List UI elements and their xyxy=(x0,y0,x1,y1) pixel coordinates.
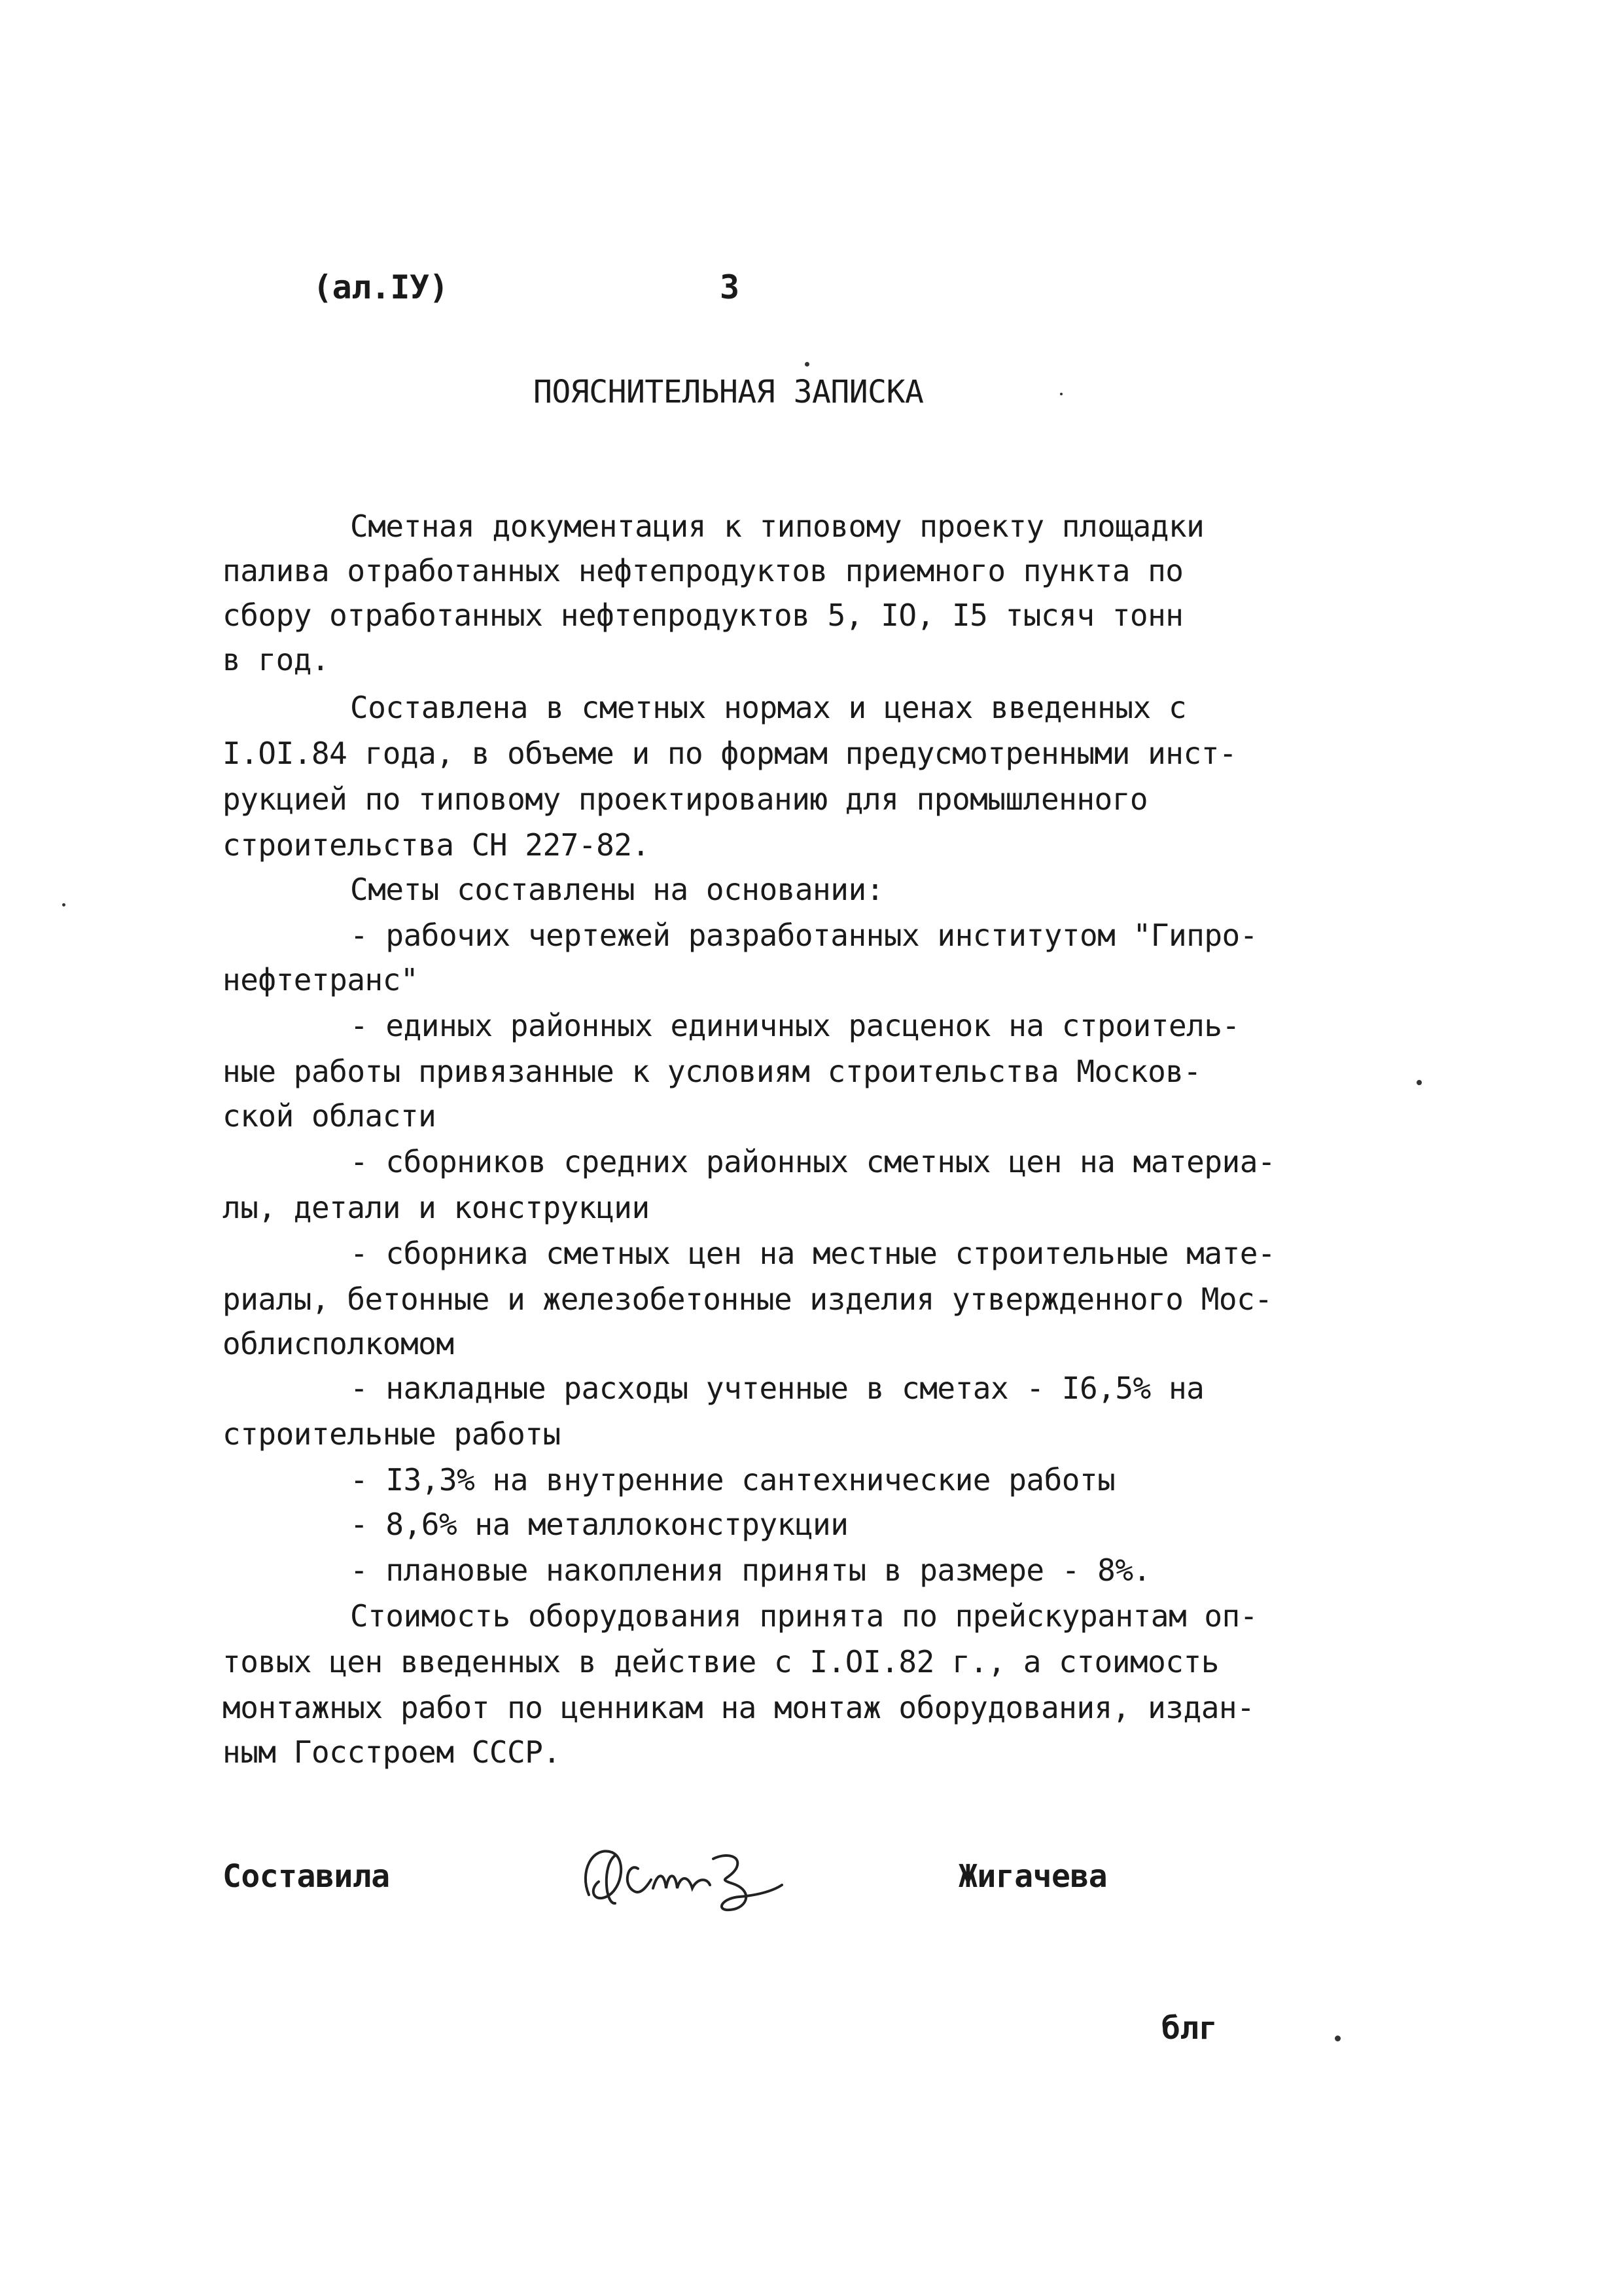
scan-speck xyxy=(1060,393,1063,395)
body-line: Сметная документация к типовому проекту площадки xyxy=(350,509,1205,544)
body-line: товых цен введенных в действие с I.OI.82 г., а стоимость xyxy=(222,1644,1219,1679)
body-line: риалы, бетонные и железобетонные изделия утвержденного Мос- xyxy=(222,1282,1273,1317)
body-line: строительства СН 227-82. xyxy=(222,827,650,863)
list-item: - накладные расходы учтенные в сметах - I6,5% на xyxy=(350,1371,1205,1406)
body-line: облисполкомом xyxy=(222,1326,454,1361)
body-line: монтажных работ по ценникам на монтаж оборудования, издан- xyxy=(222,1690,1255,1725)
list-item: - рабочих чертежей разработанных институтом "Гипро- xyxy=(350,918,1258,953)
handwritten-signature xyxy=(576,1833,792,1918)
body-line: Сметы составлены на основании: xyxy=(350,872,884,907)
body-line: рукцией по типовому проектированию для промышленного xyxy=(222,781,1148,817)
list-item: - единых районных единичных расценок на строитель- xyxy=(350,1008,1240,1043)
list-item: - сборников средних районных сметных цен на материа- xyxy=(350,1144,1276,1179)
document-reference: (ал.IУ) xyxy=(313,268,449,306)
scan-speck xyxy=(805,362,809,367)
body-line: палива отработанных нефтепродуктов приемного пункта по xyxy=(222,553,1184,588)
scan-speck xyxy=(1417,1080,1422,1085)
footer-code: блг xyxy=(1161,2010,1218,2047)
signature-label: Составила xyxy=(222,1858,390,1895)
body-line: лы, детали и конструкции xyxy=(222,1190,650,1225)
body-line: Составлена в сметных нормах и ценах введенных с xyxy=(350,690,1187,725)
scan-speck xyxy=(1335,2036,1341,2041)
scan-speck xyxy=(62,903,65,906)
page-number: 3 xyxy=(720,268,739,306)
body-line: сбору отработанных нефтепродуктов 5, IO, I5 тысяч тонн xyxy=(222,598,1184,633)
signatory-name: Жигачева xyxy=(959,1858,1108,1895)
body-line: нефтетранс" xyxy=(222,962,419,997)
body-line: I.OI.84 года, в объеме и по формам предусмотренными инст- xyxy=(222,736,1237,771)
body-line: в год. xyxy=(222,642,330,677)
list-item: - сборника сметных цен на местные строительные мате- xyxy=(350,1236,1276,1271)
list-item: - плановые накопления приняты в размере - 8%. xyxy=(350,1552,1151,1588)
list-item: - I3,3% на внутренние сантехнические работы xyxy=(350,1462,1116,1498)
body-line: строительные работы xyxy=(222,1416,561,1452)
body-line: ным Госстроем СССР. xyxy=(222,1734,561,1770)
body-line: Стоимость оборудования принята по прейскурантам оп- xyxy=(350,1598,1258,1634)
body-line: ные работы привязанные к условиям строительства Москов- xyxy=(222,1054,1201,1089)
document-title: ПОЯСНИТЕЛЬНАЯ ЗАПИСКА xyxy=(533,374,924,410)
body-line: ской области xyxy=(222,1098,436,1134)
list-item: - 8,6% на металлоконструкции xyxy=(350,1507,849,1542)
